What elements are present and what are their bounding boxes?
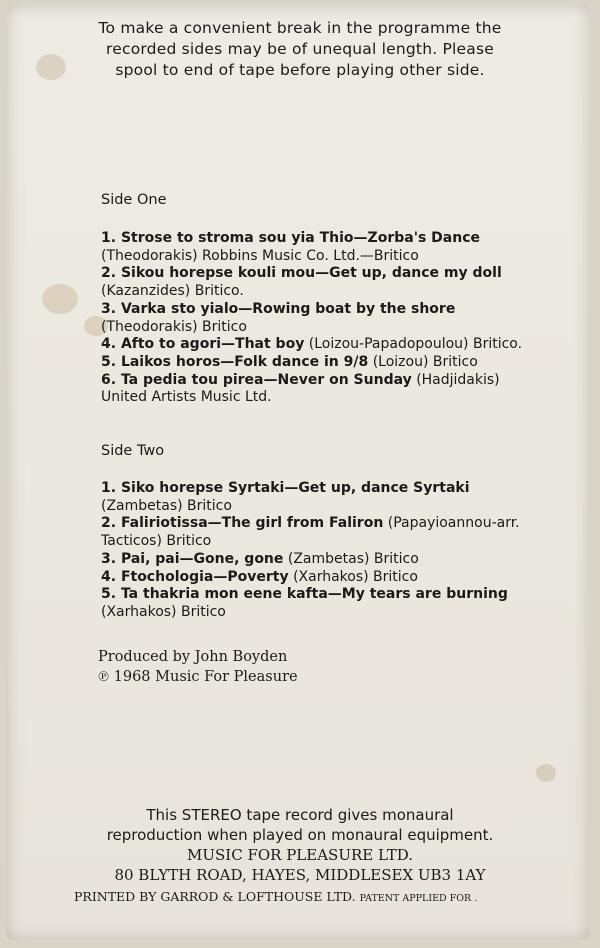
stereo-note-line: reproduction when played on monaural equipment. xyxy=(106,826,494,844)
track-item xyxy=(101,515,541,550)
track-title: Pai, pai—Gone, gone xyxy=(120,550,284,567)
copyright-line: ℗ 1968 Music For Pleasure xyxy=(98,669,298,685)
track-title: Ta pedia tou pirea—Never on Sunday xyxy=(120,371,412,388)
track-credit: (Hadjidakis) United Artists Music Ltd. xyxy=(101,371,500,406)
track-item xyxy=(101,336,541,354)
track-title: Strose to stroma sou yia Thio—Zorba's Dance xyxy=(120,230,481,246)
track-item xyxy=(101,569,541,587)
stereo-note xyxy=(0,805,600,845)
stereo-note-line: This STEREO tape record gives monaural xyxy=(146,806,454,824)
track-title: Ftochologia—Poverty xyxy=(120,568,289,585)
track-title: Ta thakria mon eene kafta—My tears are burning xyxy=(120,586,508,603)
track-title: Afto to agori—That boy xyxy=(120,336,305,353)
side-one-heading: Side One xyxy=(101,192,167,208)
note-line: recorded sides may be of unequal length. Please xyxy=(106,40,494,58)
paper-stain xyxy=(42,284,78,314)
track-credit: (Xarhakos) Britico xyxy=(101,603,226,620)
track-credit: (Zambetas) Britico xyxy=(101,497,232,514)
track-credit: (Loizou-Papadopoulou) Britico. xyxy=(308,336,523,353)
track-number: 1. xyxy=(101,230,117,246)
track-number: 3. xyxy=(101,300,117,317)
track-item xyxy=(101,301,541,336)
side-two-tracklist xyxy=(101,480,541,622)
track-title: Varka sto yialo—Rowing boat by the shore xyxy=(120,300,456,317)
track-item xyxy=(101,551,541,569)
track-credit: (Kazanzides) Britico. xyxy=(101,283,244,300)
producer-line: Produced by John Boyden xyxy=(98,649,288,665)
track-number: 4. xyxy=(101,568,117,585)
track-credit: (Papayioannou-arr. Tacticos) Britico xyxy=(101,515,520,550)
track-item xyxy=(101,230,541,265)
track-number: 6. xyxy=(101,371,117,388)
production-credits xyxy=(98,647,298,687)
tape-insert-card xyxy=(6,4,590,940)
track-number: 2. xyxy=(101,515,117,532)
printer-name: PRINTED BY GARROD & LOFTHOUSE LTD. xyxy=(74,889,356,904)
track-number: 2. xyxy=(101,265,117,282)
note-line: spool to end of tape before playing other side. xyxy=(115,61,485,79)
publisher-name: MUSIC FOR PLEASURE LTD. xyxy=(187,846,413,864)
paper-stain xyxy=(536,764,556,782)
track-credit: (Theodorakis) Robbins Music Co. Ltd.—Britico xyxy=(101,247,419,264)
playback-note xyxy=(0,18,600,81)
track-credit: (Loizou) Britico xyxy=(372,353,478,370)
track-number: 5. xyxy=(101,353,117,370)
track-title: Siko horepse Syrtaki—Get up, dance Syrtaki xyxy=(120,480,470,496)
track-title: Sikou horepse kouli mou—Get up, dance my doll xyxy=(120,265,502,282)
track-item xyxy=(101,586,541,621)
track-number: 5. xyxy=(101,586,117,603)
side-one-tracklist xyxy=(101,230,541,407)
track-item xyxy=(101,265,541,300)
track-item xyxy=(101,480,541,515)
track-item xyxy=(101,372,541,407)
publisher-address: 80 BLYTH ROAD, HAYES, MIDDLESEX UB3 1AY xyxy=(114,866,486,884)
note-line: To make a convenient break in the programme the xyxy=(98,19,502,37)
track-number: 4. xyxy=(101,336,117,353)
track-title: Faliriotissa—The girl from Faliron xyxy=(120,515,384,532)
printer-line xyxy=(74,889,477,904)
patent-note: PATENT APPLIED FOR . xyxy=(359,893,478,904)
side-two-heading: Side Two xyxy=(101,443,165,459)
track-number: 3. xyxy=(101,550,117,567)
track-credit: (Theodorakis) Britico xyxy=(101,318,247,335)
track-number: 1. xyxy=(101,480,117,496)
track-item xyxy=(101,354,541,372)
track-credit: (Zambetas) Britico xyxy=(287,550,419,567)
publisher-block xyxy=(0,845,600,885)
track-credit: (Xarhakos) Britico xyxy=(293,568,418,585)
track-title: Laikos horos—Folk dance in 9/8 xyxy=(120,353,369,370)
